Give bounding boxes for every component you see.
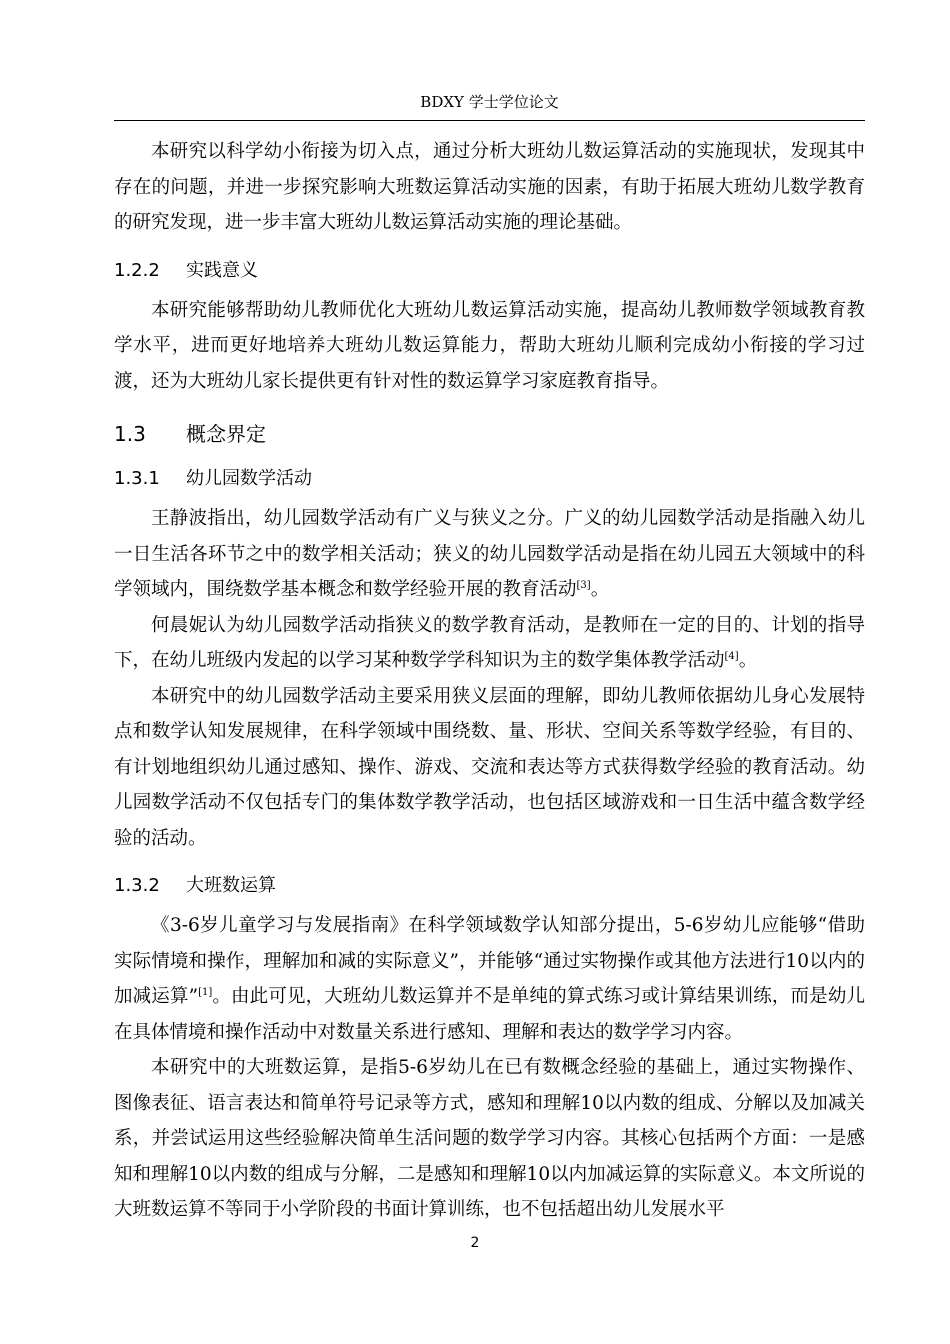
section-heading-1-2-2 <box>114 257 865 285</box>
paragraph-text: 何晨妮认为幼儿园数学活动指狭义的数学教育活动，是教师在一定的目的、计划的指导下，在幼儿班级内发起的以学习某种数学学科知识为主的数学集体教学活动 <box>114 614 865 671</box>
paragraph-practical-significance: 本研究能够帮助幼儿教师优化大班幼儿数运算活动实施，提高幼儿教师数学领域教育教学水平，进而更好地培养大班幼儿数运算能力，帮助大班幼儿顺利完成幼小衔接的学习过渡，还为大班幼儿家长提供更有针对性的数运算学习家庭教育指导。 <box>114 299 865 392</box>
section-title: 概念界定 <box>186 422 266 446</box>
section-title: 实践意义 <box>186 259 258 281</box>
paragraph-text-end: 。 <box>590 579 610 600</box>
paragraph-guideline-citation <box>114 908 865 1050</box>
paragraph-text-end: 。由此可见，大班幼儿数运算并不是单纯的算式练习或计算结果训练，而是幼儿在具体情境和操作活动中对数量关系进行感知、理解和表达的数学学习内容。 <box>114 986 865 1043</box>
paragraph-study-definition-math-activity: 本研究中的幼儿园数学活动主要采用狭义层面的理解，即幼儿教师依据幼儿身心发展特点和数学认知发展规律，在科学领域中围绕数、量、形状、空间关系等数学经验，有目的、有计划地组织幼儿通过感知、操作、游戏、交流和表达等方式获得数学经验的教育活动。幼儿园数学活动不仅包括专门的集体数学教学活动，也包括区域游戏和一日生活中蕴含数学经验的活动。 <box>114 685 865 849</box>
citation-ref: [1] <box>198 986 213 998</box>
header-rule <box>114 120 865 121</box>
section-number: 1.3.2 <box>114 875 160 896</box>
page-number: 2 <box>470 1235 480 1251</box>
paragraph-text-end: 。 <box>738 650 758 671</box>
paragraph-theoretical-significance: 本研究以科学幼小衔接为切入点，通过分析大班幼儿数运算活动的实施现状，发现其中存在的问题，并进一步探究影响大班数运算活动实施的因素，有助于拓展大班幼儿数学教育的研究发现，进一步丰富大班幼儿数运算活动实施的理论基础。 <box>114 141 865 233</box>
paragraph-he-definition <box>114 608 865 679</box>
section-number: 1.3 <box>114 422 146 446</box>
paragraph-wang-definition <box>114 501 865 608</box>
section-title: 幼儿园数学活动 <box>186 468 312 489</box>
section-heading-1-3-1 <box>114 465 865 493</box>
citation-ref: [3] <box>576 579 591 591</box>
section-number: 1.3.1 <box>114 468 160 489</box>
section-number: 1.2.2 <box>114 259 160 281</box>
paragraph-text: 《3-6岁儿童学习与发展指南》在科学领域数学认知部分提出，5-6岁幼儿应能够“借助实际情境和操作，理解加和减的实际意义”，并能够“通过实物操作或其他方法进行10以内的加减运算” <box>114 915 865 1007</box>
section-title: 大班数运算 <box>186 875 276 896</box>
citation-ref: [4] <box>724 650 739 662</box>
page-body <box>114 134 865 1228</box>
section-heading-1-3-2 <box>114 872 865 900</box>
running-header: BDXY 学士学位论文 <box>420 93 559 111</box>
paragraph-text: 王静波指出，幼儿园数学活动有广义与狭义之分。广义的幼儿园数学活动是指融入幼儿一日生活各环节之中的数学相关活动；狭义的幼儿园数学活动是指在幼儿园五大领域中的科学领域内，围绕数学基本概念和数学经验开展的教育活动 <box>114 508 865 600</box>
paragraph-study-definition-operation: 本研究中的大班数运算，是指5-6岁幼儿在已有数概念经验的基础上，通过实物操作、图像表征、语言表达和简单符号记录等方式，感知和理解10以内数的组成、分解以及加减关系，并尝试运用这些经验解决简单生活问题的数学学习内容。其核心包括两个方面：一是感知和理解10以内数的组成与分解，二是感知和理解10以内加减运算的实际意义。本文所说的大班数运算不等同于小学阶段的书面计算训练，也不包括超出幼儿发展水平 <box>114 1057 865 1220</box>
section-heading-1-3 <box>114 419 865 449</box>
